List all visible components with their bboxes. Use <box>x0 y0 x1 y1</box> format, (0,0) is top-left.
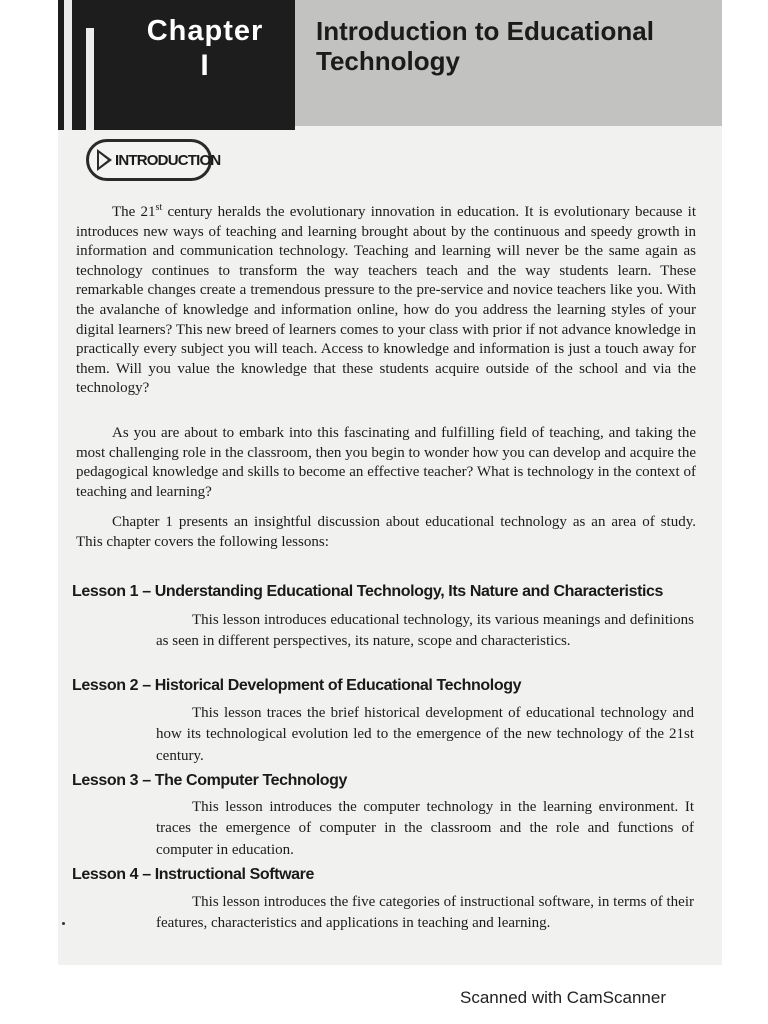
lesson-title: Lesson 4 – Instructional Software <box>72 866 314 883</box>
lesson-description: This lesson introduces the computer technology in the learning environment. It traces the emergence of computer in the classroom and the role and functions of computer in education. <box>156 799 694 858</box>
scanner-watermark: Scanned with CamScanner <box>460 988 667 1007</box>
introduction-badge <box>86 139 221 181</box>
intro-paragraph: The 21st century heralds the evolutionary innovation in education. It is evolutionary because it introduces new ways of teaching and learning brought about by the continuous and speedy growth in information and communication technology. Teaching and learning will never be the same again as technology continues to transform the way teachers teach and the way students learn. These remarkable changes create a tremendous pressure to the pre-service and novice teachers like you. With the avalanche of knowledge and information online, how do you address the learning styles of your digital learners? This new breed of learners comes to your class with prior if not advance knowledge in practically every subject you will teach. Access to knowledge and information is just a touch away for them. Will you value the knowledge that these students acquire outside of the school and via the technology? <box>76 202 696 397</box>
chapter-title <box>316 16 716 76</box>
introduction-badge-label: INTRODUCTION <box>115 151 221 169</box>
chapter-label: Chapter <box>146 15 264 47</box>
lesson-description: This lesson introduces the five categories of instructional software, in terms of their features, characteristics and applications in teaching and learning. <box>156 894 694 932</box>
chapter-title-line: Introduction to Educational <box>316 16 654 46</box>
intro-paragraph: Chapter 1 presents an insightful discussion about educational technology as an area of study. This chapter covers the following lessons: <box>76 514 696 550</box>
lesson-title: Lesson 1 – Understanding Educational Technology, Its Nature and Characteristics <box>72 583 664 600</box>
chapter-title-line: Technology <box>316 46 460 76</box>
lesson-description: This lesson introduces educational technology, its various meanings and definitions as seen in different perspectives, its nature, scope and characteristics. <box>156 612 694 650</box>
lesson-title: Lesson 3 – The Computer Technology <box>72 772 348 789</box>
scan-speck <box>62 922 65 925</box>
lesson-description: This lesson traces the brief historical development of educational technology and how its technological evolution led to the emergence of the new technology of the 21st century. <box>156 705 694 764</box>
intro-paragraph: As you are about to embark into this fascinating and fulfilling field of teaching, and taking the most challenging role in the classroom, then you begin to wonder how you can develop and acquire the pedagogical knowledge and skills to become an effective teacher? What is technology in the context of teaching and learning? <box>76 425 696 500</box>
chapter-number: I <box>200 49 210 82</box>
header-stripe <box>64 0 72 130</box>
header-stripe <box>86 28 94 130</box>
lesson-title: Lesson 2 – Historical Development of Educational Technology <box>72 677 522 694</box>
play-arrow-icon <box>97 149 112 171</box>
